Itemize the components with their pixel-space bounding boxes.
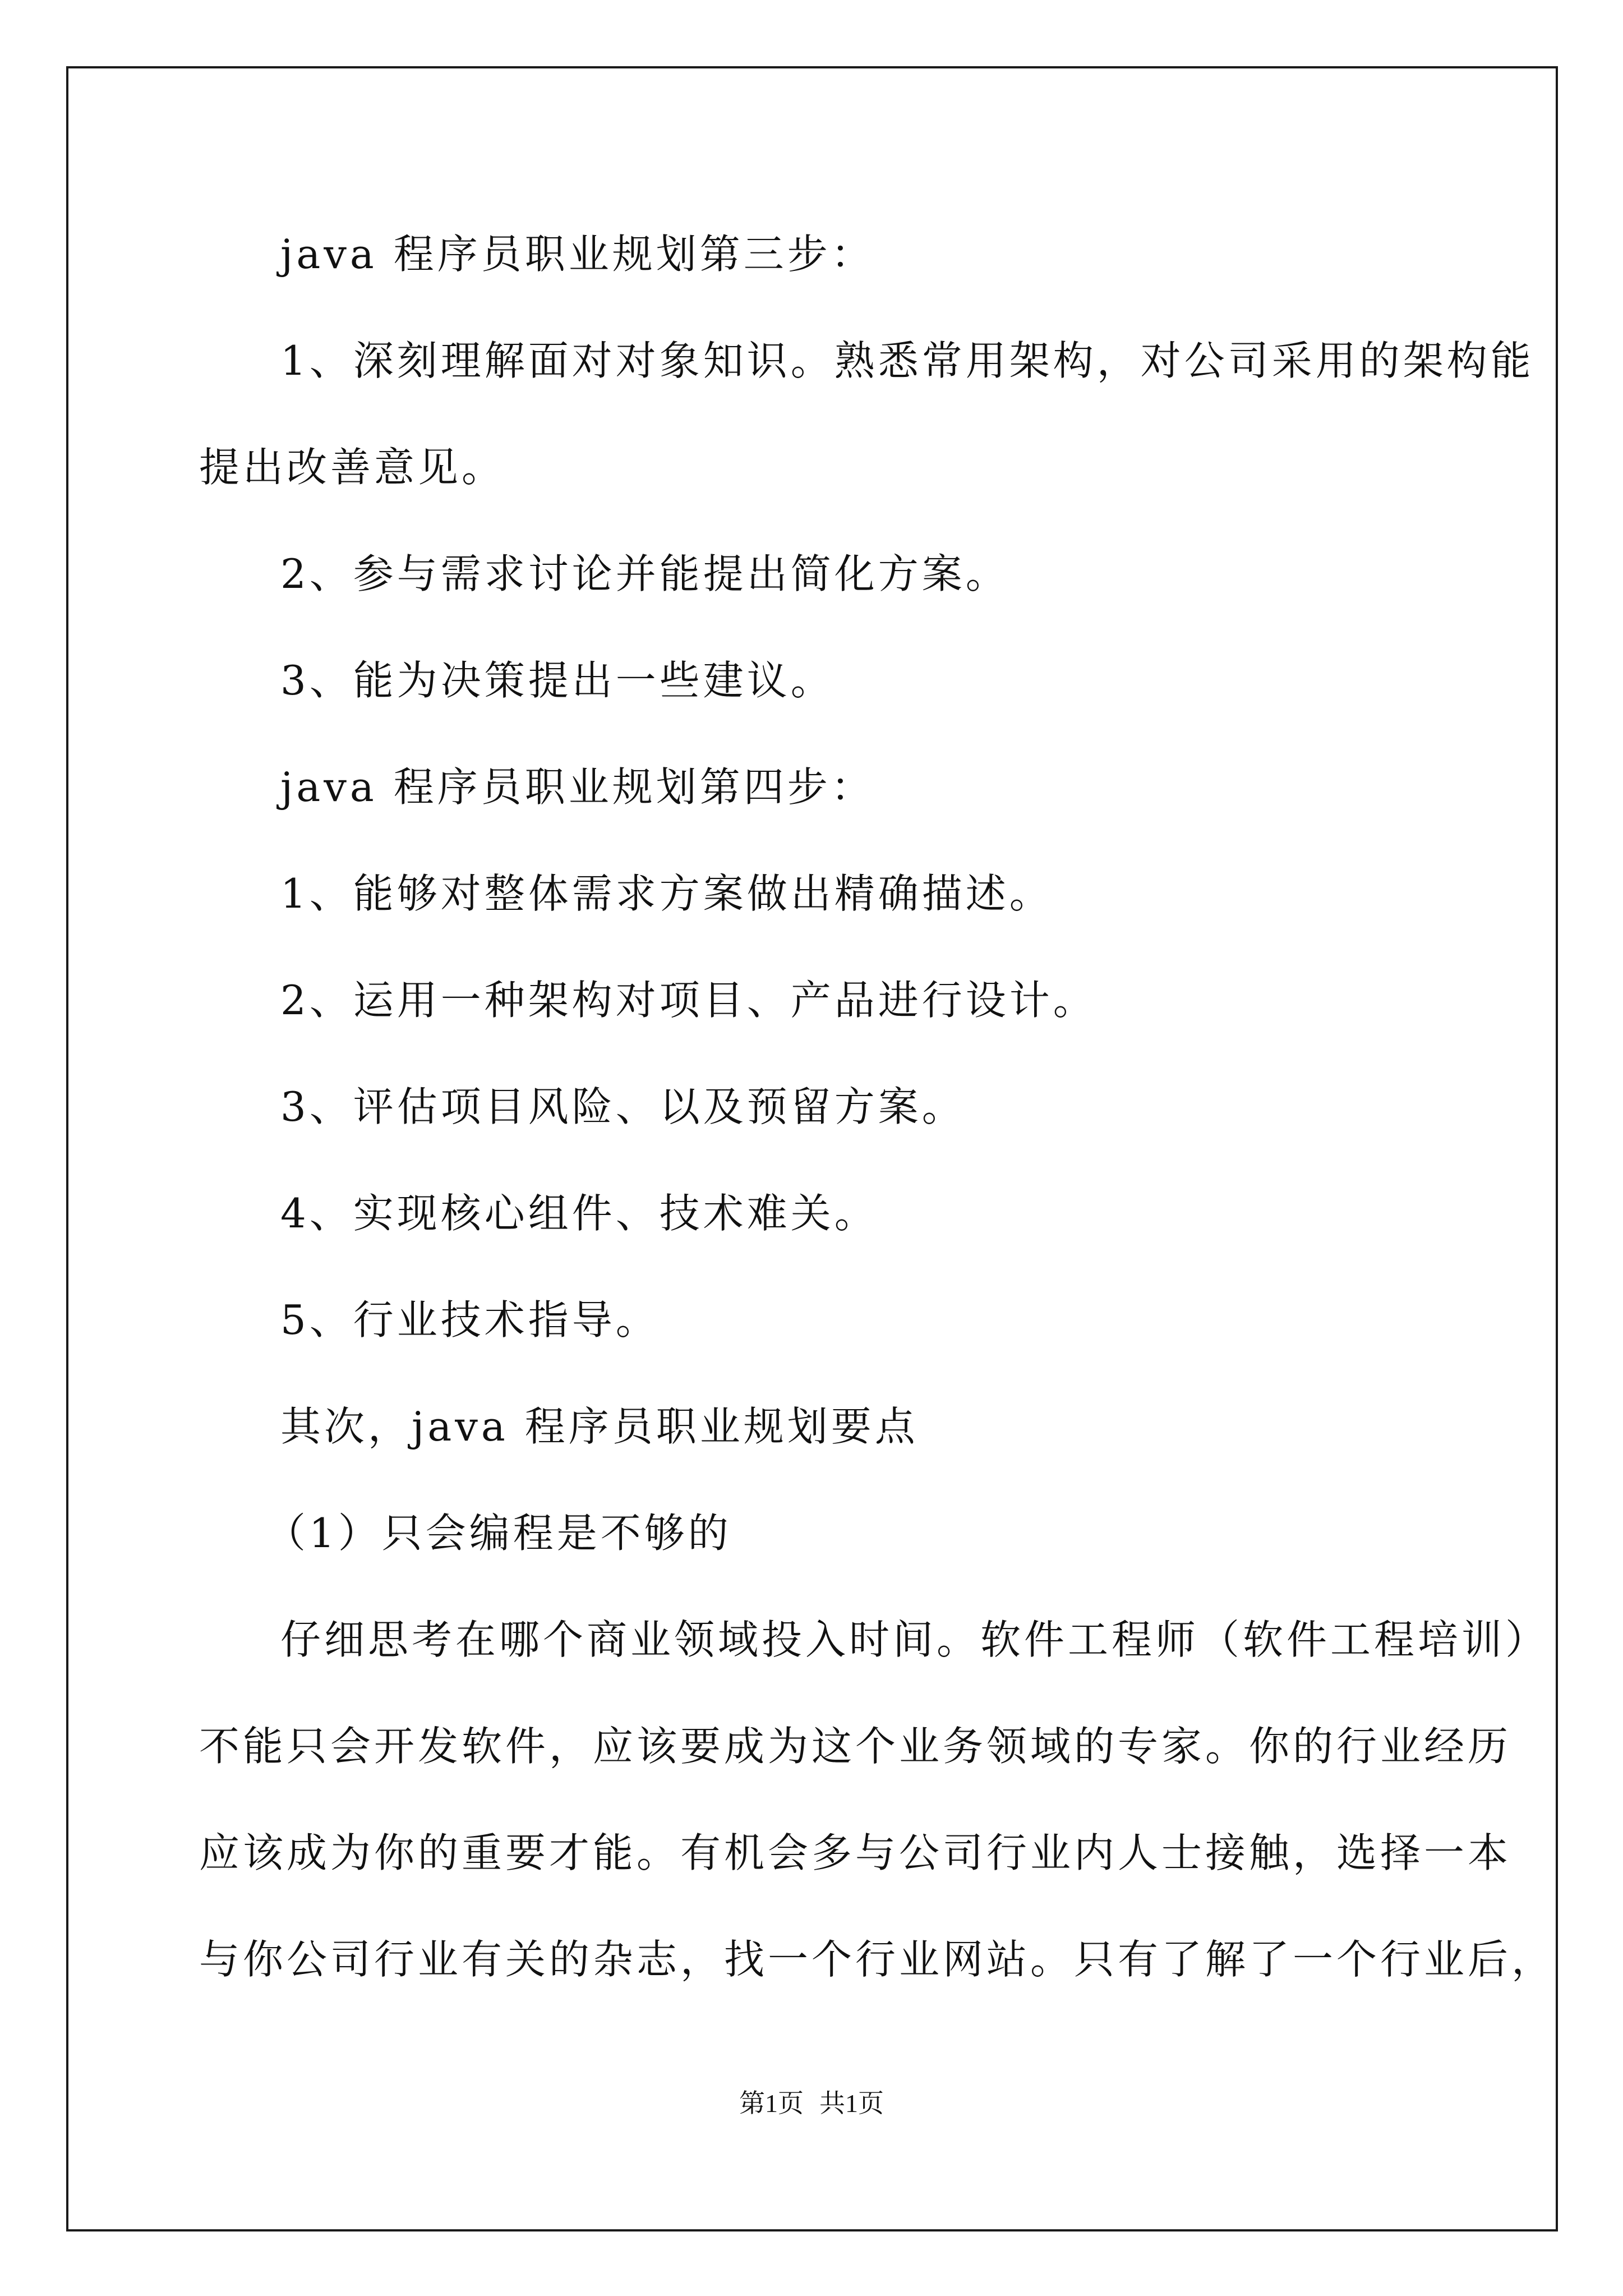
paragraph-line: 2、参与需求讨论并能提出简化方案。 bbox=[280, 550, 1009, 597]
page-footer bbox=[0, 2087, 1623, 2120]
paragraph-line: 提出改善意见。 bbox=[199, 444, 506, 491]
paragraph-line: 1、能够对整体需求方案做出精确描述。 bbox=[280, 870, 1053, 917]
paragraph-line: 1、深刻理解面对对象知识。熟悉常用架构，对公司采用的架构能 bbox=[280, 337, 1534, 384]
page-current: 第1页 bbox=[739, 2089, 804, 2118]
paragraph-line: 不能只会开发软件，应该要成为这个业务领域的专家。你的行业经历 bbox=[199, 1723, 1512, 1770]
subheading-programming: （1）只会编程是不够的 bbox=[265, 1510, 732, 1557]
paragraph-line: 与你公司行业有关的杂志，找一个行业网站。只有了解了一个行业后， bbox=[199, 1936, 1556, 1983]
heading-step-three: java 程序员职业规划第三步： bbox=[280, 231, 875, 278]
paragraph-line: 2、运用一种架构对项目、产品进行设计。 bbox=[280, 977, 1097, 1024]
heading-step-four: java 程序员职业规划第四步： bbox=[280, 763, 875, 811]
paragraph-line: 应该成为你的重要才能。有机会多与公司行业内人士接触，选择一本 bbox=[199, 1829, 1512, 1876]
paragraph-line: 3、能为决策提出一些建议。 bbox=[280, 657, 834, 704]
paragraph-line: 3、评估项目风险、以及预留方案。 bbox=[280, 1083, 966, 1130]
heading-key-points: 其次，java 程序员职业规划要点 bbox=[280, 1403, 919, 1450]
page-border bbox=[66, 66, 1558, 2231]
paragraph-line: 仔细思考在哪个商业领域投入时间。软件工程师（软件工程培训） bbox=[280, 1616, 1550, 1663]
paragraph-line: 5、行业技术指导。 bbox=[280, 1296, 660, 1343]
paragraph-line: 4、实现核心组件、技术难关。 bbox=[280, 1190, 878, 1237]
page-total: 共1页 bbox=[819, 2089, 884, 2118]
